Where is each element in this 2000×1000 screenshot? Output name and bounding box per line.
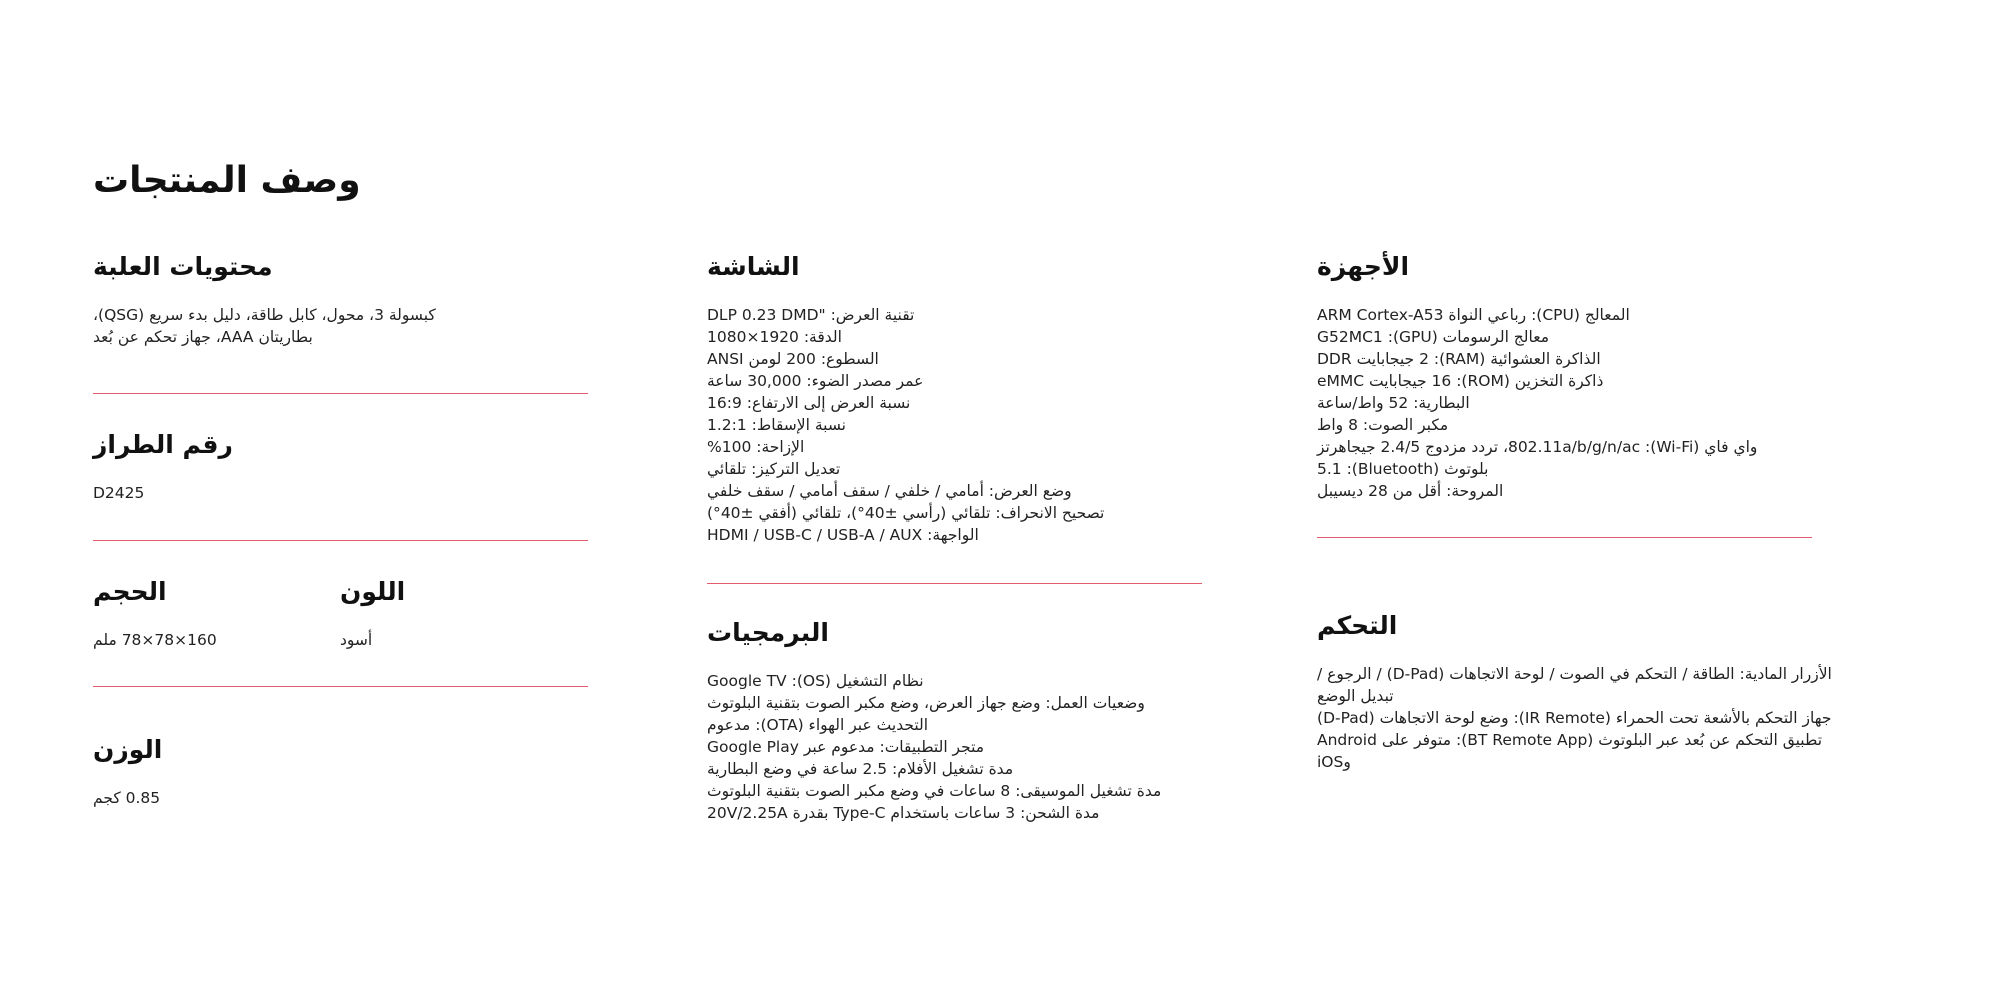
color-heading: اللون: [340, 577, 406, 606]
software-spec-line: وضعيات العمل: وضع جهاز العرض، وضع مكبر الصوت بتقنية البلوتوث: [707, 694, 1145, 712]
control-section: [1317, 609, 1847, 773]
divider: [93, 393, 588, 394]
divider: [707, 583, 1202, 584]
software-spec-line: مدة تشغيل الأفلام: 2.5 ساعة في وضع البطارية: [707, 760, 1014, 778]
display-spec-line: وضع العرض: أمامي / خلفي / سقف أمامي / سقف خلفي: [707, 482, 1072, 500]
software-spec-line: مدة تشغيل الموسيقى: 8 ساعات في وضع مكبر الصوت بتقنية البلوتوث: [707, 782, 1162, 800]
color-value: أسود: [340, 631, 373, 649]
display-spec-line: الواجهة: HDMI / USB-C / USB-A / AUX: [707, 526, 979, 544]
box-contents-line: بطاريتان AAA، جهاز تحكم عن بُعد: [93, 328, 313, 346]
model-number-section: [93, 428, 593, 504]
hardware-spec-line: واي فاي (Wi-Fi): 802.11a/b/g/n/ac، تردد مزدوج 2.4/5 جيجاهرتز: [1317, 438, 1758, 456]
software-spec-line: متجر التطبيقات: مدعوم عبر Google Play: [707, 738, 985, 756]
divider: [93, 540, 588, 541]
control-heading: التحكم: [1317, 611, 1398, 640]
display-spec-line: تعديل التركيز: تلقائي: [707, 460, 841, 478]
hardware-spec-line: البطارية: 52 واط/ساعة: [1317, 394, 1470, 412]
color-section: [340, 575, 570, 651]
divider: [1317, 537, 1812, 538]
display-spec-line: السطوع: 200 لومن ANSI: [707, 350, 879, 368]
model-number-value: D2425: [93, 484, 145, 502]
hardware-spec-line: مكبر الصوت: 8 واط: [1317, 416, 1449, 434]
display-spec-line: نسبة الإسقاط: 1.2:1: [707, 416, 846, 434]
hardware-spec-line: معالج الرسومات (GPU): G52MC1: [1317, 328, 1550, 346]
hardware-section: [1317, 250, 1877, 502]
software-spec-line: مدة الشحن: 3 ساعات باستخدام Type-C بقدرة 20V/2.25A: [707, 804, 1100, 822]
hardware-heading: الأجهزة: [1317, 252, 1410, 281]
size-section: [93, 575, 323, 651]
hardware-spec-line: بلوتوث (Bluetooth): 5.1: [1317, 460, 1489, 478]
display-heading: الشاشة: [707, 252, 800, 281]
software-section: [707, 616, 1267, 824]
display-section: [707, 250, 1227, 546]
display-spec-line: الدقة: 1920×1080: [707, 328, 842, 346]
size-value: 160×78×78 ملم: [93, 631, 217, 649]
control-spec-line: تطبيق التحكم عن بُعد عبر البلوتوث (BT Remote App): متوفر على Android وiOS: [1317, 731, 1823, 771]
control-spec-line: جهاز التحكم بالأشعة تحت الحمراء (IR Remote): وضع لوحة الاتجاهات (D-Pad): [1317, 709, 1832, 727]
control-spec-line: الأزرار المادية: الطاقة / التحكم في الصوت / لوحة الاتجاهات (D-Pad) / الرجوع / تبديل الوضع: [1317, 665, 1832, 705]
box-contents-section: [93, 250, 593, 348]
software-spec-line: نظام التشغيل (OS): Google TV: [707, 672, 924, 690]
hardware-spec-line: المعالج (CPU): رباعي النواة ARM Cortex-A53: [1317, 306, 1630, 324]
display-spec-line: نسبة العرض إلى الارتفاع: 16:9: [707, 394, 911, 412]
divider: [93, 686, 588, 687]
model-number-heading: رقم الطراز: [93, 430, 233, 459]
display-spec-line: الإزاحة: 100%: [707, 438, 805, 456]
software-heading: البرمجيات: [707, 618, 829, 647]
weight-section: [93, 733, 593, 809]
box-contents-heading: محتويات العلبة: [93, 252, 273, 281]
hardware-spec-line: الذاكرة العشوائية (RAM): 2 جيجابايت DDR: [1317, 350, 1601, 368]
display-spec-line: تقنية العرض: "DLP 0.23 DMD: [707, 306, 915, 324]
display-spec-line: تصحيح الانحراف: تلقائي (رأسي ±40°)، تلقائي (أفقي ±40°): [707, 504, 1105, 522]
page-title: وصف المنتجات: [93, 160, 361, 201]
hardware-spec-line: ذاكرة التخزين (ROM): 16 جيجابايت eMMC: [1317, 372, 1604, 390]
display-spec-line: عمر مصدر الضوء: 30,000 ساعة: [707, 372, 924, 390]
software-spec-line: التحديث عبر الهواء (OTA): مدعوم: [707, 716, 929, 734]
box-contents-line: كبسولة 3، محول، كابل طاقة، دليل بدء سريع (QSG)،: [93, 306, 436, 324]
size-heading: الحجم: [93, 577, 167, 606]
weight-value: 0.85 كجم: [93, 789, 161, 807]
weight-heading: الوزن: [93, 735, 163, 764]
hardware-spec-line: المروحة: أقل من 28 ديسيبل: [1317, 482, 1504, 500]
